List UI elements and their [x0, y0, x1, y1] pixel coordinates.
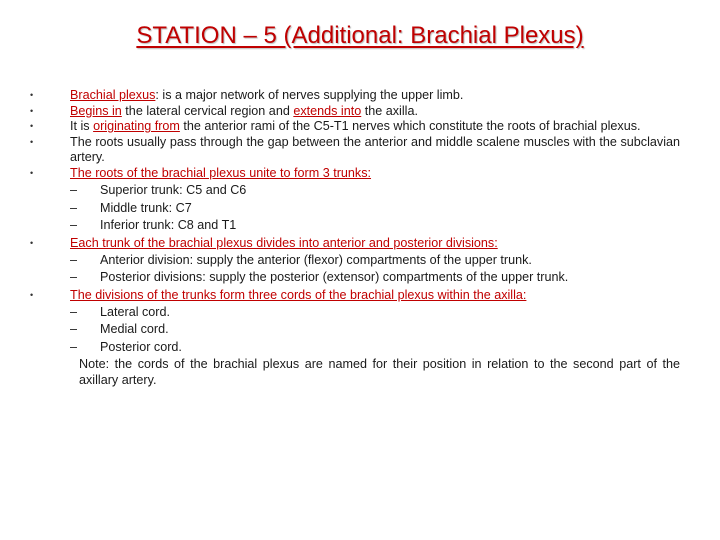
sub-item-text: : C5 and C6 — [179, 183, 247, 198]
term-highlight: Begins in — [70, 103, 122, 118]
bullet-item — [30, 119, 680, 135]
bullet-item — [30, 135, 680, 166]
sub-item-posterior-divisions — [30, 270, 680, 286]
sub-item-term: Anterior division — [100, 252, 190, 267]
bullet-item — [30, 236, 680, 252]
dash-icon: – — [70, 339, 78, 354]
sub-item-term: Middle trunk — [100, 200, 169, 215]
section-heading: The divisions of the trunks form three cords of the brachial plexus within the axilla: — [70, 287, 527, 302]
sub-item-text: : C8 and T1 — [170, 218, 237, 233]
bullet-text: : is a major network of nerves supplying the upper limb. — [155, 88, 464, 102]
bullet-item — [30, 88, 680, 104]
bullet-text: the lateral cervical region and — [121, 103, 294, 118]
bullet-icon: • — [30, 105, 34, 116]
bullet-text: It is — [70, 119, 94, 134]
sub-item-term: Superior trunk — [100, 183, 180, 198]
sub-item-term: Posterior divisions — [100, 270, 203, 285]
sub-item-term: Lateral cord. — [100, 305, 171, 320]
bullet-text: The roots usually pass through the gap between the anterior and middle scalene muscles with the subclavian artery. — [70, 134, 680, 165]
dash-icon: – — [70, 183, 78, 198]
bullet-item — [30, 166, 680, 182]
sub-item-term: Inferior trunk — [100, 218, 171, 233]
term-highlight: originating from — [93, 119, 180, 134]
term-highlight: extends into — [293, 103, 362, 118]
sub-item-inferior-trunk — [30, 218, 680, 234]
bullet-icon: • — [30, 121, 34, 132]
sub-item-middle-trunk — [30, 201, 680, 217]
bullet-icon: • — [30, 136, 34, 147]
dash-icon: – — [70, 218, 78, 233]
dash-icon: – — [70, 252, 78, 267]
dash-icon: – — [70, 270, 78, 285]
sub-item-text: : supply the anterior (flexor) compartments of the upper trunk. — [189, 252, 532, 267]
sub-item-posterior-cord — [30, 340, 680, 356]
sub-item-lateral-cord — [30, 305, 680, 321]
dash-icon: – — [70, 305, 78, 320]
bullet-text: the anterior rami of the C5-T1 nerves which constitute the roots of brachial plexus. — [179, 119, 641, 134]
bullet-item — [30, 288, 680, 304]
note-text: Note: the cords of the brachial plexus are named for their position in relation to the second part of the axillary artery. — [79, 357, 680, 388]
content-body — [30, 88, 680, 389]
sub-item-anterior-division — [30, 253, 680, 269]
sub-item-text: : C7 — [168, 200, 192, 215]
bullet-icon: • — [30, 289, 34, 300]
section-heading: Each trunk of the brachial plexus divides into anterior and posterior divisions: — [70, 235, 498, 250]
bullet-icon: • — [30, 167, 34, 178]
term-highlight: Brachial plexus — [70, 88, 156, 102]
sub-item-term: Posterior cord. — [100, 339, 182, 354]
dash-icon: – — [70, 322, 78, 337]
slide-title: STATION – 5 (Additional: Brachial Plexus) — [136, 22, 584, 49]
sub-item-text: : supply the posterior (extensor) compartments of the upper trunk. — [202, 270, 569, 285]
bullet-text: the axilla. — [361, 103, 418, 118]
bullet-icon: • — [30, 237, 34, 248]
dash-icon: – — [70, 200, 78, 215]
bullet-item — [30, 104, 680, 120]
sub-item-superior-trunk — [30, 183, 680, 199]
bullet-icon: • — [30, 90, 34, 100]
sub-item-term: Medial cord. — [100, 322, 169, 337]
section-heading: The roots of the brachial plexus unite to form 3 trunks: — [70, 165, 372, 180]
sub-item-medial-cord — [30, 322, 680, 338]
